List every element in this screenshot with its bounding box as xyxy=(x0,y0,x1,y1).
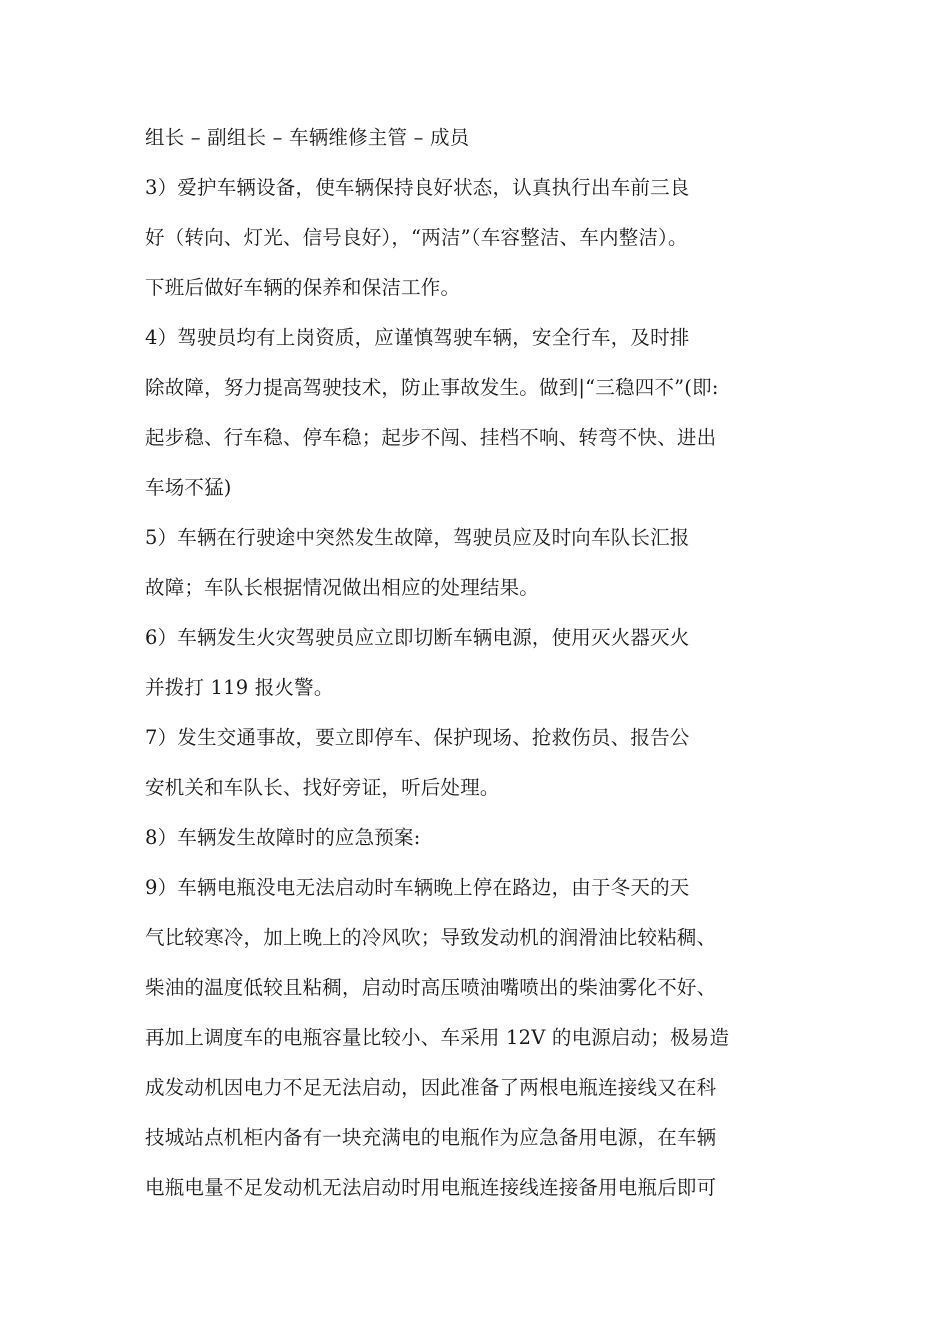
text-line: 组长 – 副组长 – 车辆维修主管 – 成员 xyxy=(145,126,470,149)
text-line: 3）爱护车辆设备，使车辆保持良好状态，认真执行出车前三良 xyxy=(145,176,690,199)
text-line: 7）发生交通事故，要立即停车、保护现场、抢救伤员、报告公 xyxy=(145,726,690,749)
text-line: 除故障，努力提高驾驶技术，防止事故发生。做到|“三稳四不”(即: xyxy=(145,376,719,399)
text-line: 起步稳、行车稳、停车稳；起步不闯、挂档不响、转弯不快、进出 xyxy=(145,426,717,449)
text-line: 8）车辆发生故障时的应急预案: xyxy=(145,826,421,849)
text-line: 4）驾驶员均有上岗资质，应谨慎驾驶车辆，安全行车，及时排 xyxy=(145,326,690,349)
text-line: 电瓶电量不足发动机无法启动时用电瓶连接线连接备用电瓶后即可 xyxy=(145,1176,717,1199)
text-line: 故障；车队长根据情况做出相应的处理结果。 xyxy=(145,576,540,599)
text-line: 5）车辆在行驶途中突然发生故障，驾驶员应及时向车队长汇报 xyxy=(145,526,690,549)
text-line: 并拨打 119 报火警。 xyxy=(145,676,334,699)
text-line: 好（转向、灯光、信号良好），“两洁”（车容整洁、车内整洁）。 xyxy=(145,226,688,249)
text-line: 成发动机因电力不足无法启动，因此准备了两根电瓶连接线又在科 xyxy=(145,1076,717,1099)
text-line: 技城站点机柜内备有一块充满电的电瓶作为应急备用电源，在车辆 xyxy=(145,1126,717,1149)
text-line: 安机关和车队长、找好旁证，听后处理。 xyxy=(145,776,500,799)
text-line: 9）车辆电瓶没电无法启动时车辆晚上停在路边，由于冬天的天 xyxy=(145,876,690,899)
text-line: 气比较寒冷，加上晚上的冷风吹；导致发动机的润滑油比较粘稠、 xyxy=(145,926,717,949)
text-line: 再加上调度车的电瓶容量比较小、车采用 12V 的电源启动；极易造 xyxy=(145,1026,730,1049)
text-line: 车场不猛) xyxy=(145,476,232,499)
text-line: 柴油的温度低较且粘稠，启动时高压喷油嘴喷出的柴油雾化不好、 xyxy=(145,976,717,999)
text-line: 6）车辆发生火灾驾驶员应立即切断车辆电源，使用灭火器灭火 xyxy=(145,626,690,649)
text-line: 下班后做好车辆的保养和保洁工作。 xyxy=(145,276,461,299)
